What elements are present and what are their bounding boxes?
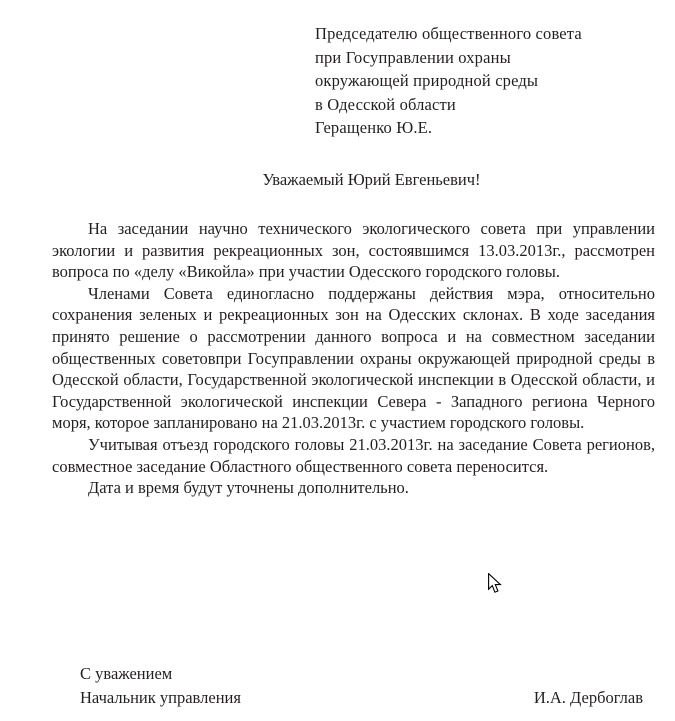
arrow-pointer-icon (488, 573, 502, 594)
signature-regards: С уважением (80, 664, 173, 683)
addressee-line-4: в Одесской области (315, 94, 456, 114)
body-paragraph-4: Дата и время будут уточнены дополнительно. (88, 478, 409, 498)
addressee-line-2: при Госуправлении охраны (315, 47, 511, 67)
signature-block (80, 662, 655, 709)
body-paragraph-1: На заседании научно технического экологического совета при управлении экологии и развития рекреационных зон, состоявшимся 13.03.2013г., рассмотрен вопроса по «делу «Викойла» при участии Одесского городского головы. (52, 219, 655, 282)
signature-name: И.А. Дербоглав (533, 687, 643, 707)
body-block (52, 218, 655, 499)
body-paragraph-2: Членами Совета единогласно поддержаны действия мэра, относительно сохранения зеленых и рекреационных зон на Одесских склонах. В ходе заседания принято решение о рассмотрении данного вопроса и на совместном заседании общественных советовпри Госуправлении охраны окружающей природной среды в Одесской области, Государственной экологической инспекции в Одесской области, и Государственной экологической инспекции Севера - Западного региона Черного моря, которое запланировано на 21.03.2013г. с участием городского головы. (52, 283, 655, 433)
addressee-line-3: окружающей природной среды (315, 71, 539, 90)
addressee-line-1: Председателю общественного совета (315, 24, 582, 43)
signature-row (80, 686, 655, 710)
salutation (52, 168, 655, 192)
body-paragraph-3: Учитывая отъезд городского головы 21.03.2013г. на заседание Совета регионов, совместное заседание Областного общественного совета переносится. (52, 434, 655, 476)
salutation-text: Уважаемый Юрий Евгеньевич! (262, 170, 481, 189)
signature-title: Начальник управления (80, 687, 241, 707)
addressee-block (315, 22, 655, 140)
addressee-line-5: Геращенко Ю.Е. (315, 118, 433, 137)
